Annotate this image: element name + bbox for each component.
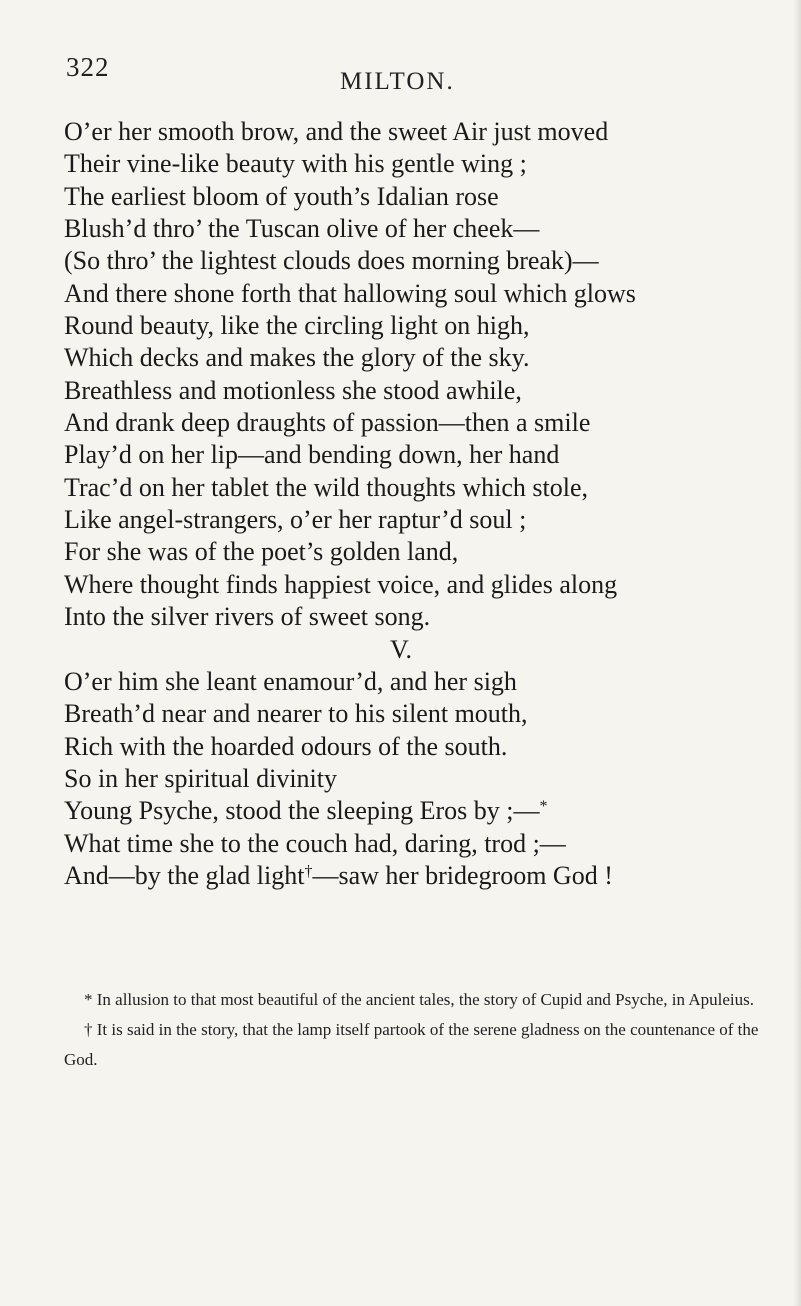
running-head: MILTON.	[340, 68, 455, 95]
poem-line: Like angel-strangers, o’er her raptur’d soul ;	[64, 505, 527, 535]
poem-line: What time she to the couch had, daring, trod ;—	[64, 828, 566, 858]
poem-line: Which decks and makes the glory of the sky.	[64, 343, 530, 373]
poem-body	[64, 116, 784, 892]
poem-line: So in her spiritual divinity	[64, 763, 337, 793]
line-text: —saw her bridegroom God !	[312, 860, 613, 890]
stanza-numeral: V.	[390, 634, 412, 664]
poem-line: (So thro’ the lightest clouds does morning break)—	[64, 246, 599, 276]
poem-line: Play’d on her lip—and bending down, her hand	[64, 440, 560, 470]
poem-line: The earliest bloom of youth’s Idalian rose	[64, 181, 499, 211]
footnote: † It is said in the story, that the lamp itself partook of the serene gladness on the countenance of the God.	[64, 1020, 759, 1069]
poem-line: And drank deep draughts of passion—then a smile	[64, 408, 591, 438]
page-number: 322	[66, 52, 110, 82]
poem-line: Trac’d on her tablet the wild thoughts which stole,	[64, 472, 589, 502]
footnote-marker: *	[539, 798, 548, 816]
poem-line: Breath’d near and nearer to his silent mouth,	[64, 699, 528, 729]
poem-line: O’er him she leant enamour’d, and her sigh	[64, 666, 517, 696]
page-edge-shadow	[793, 0, 801, 1306]
footnote-marker: †	[304, 862, 313, 880]
line-text: Young Psyche, stood the sleeping Eros by ;—	[64, 796, 540, 826]
footnotes	[64, 985, 764, 1075]
poem-line-with-footnote-mark	[64, 860, 784, 892]
footnote: * In allusion to that most beautiful of the ancient tales, the story of Cupid and Psyche, in Apuleius.	[84, 990, 754, 1009]
poem-line: For she was of the poet’s golden land,	[64, 537, 459, 567]
poem-line-with-footnote-mark	[64, 795, 784, 827]
line-text: And—by the glad light	[64, 860, 305, 890]
poem-line: And there shone forth that hallowing soul which glows	[64, 278, 636, 308]
poem-line: Blush’d thro’ the Tuscan olive of her cheek—	[64, 214, 540, 244]
poem-line: Rich with the hoarded odours of the south.	[64, 731, 508, 761]
poem-line: Their vine-like beauty with his gentle wing ;	[64, 149, 527, 179]
poem-line: Round beauty, like the circling light on high,	[64, 311, 530, 341]
poem-line: O’er her smooth brow, and the sweet Air just moved	[64, 117, 609, 146]
poem-line: Where thought finds happiest voice, and glides along	[64, 569, 618, 599]
poem-line: Breathless and motionless she stood awhile,	[64, 375, 522, 405]
poem-line: Into the silver rivers of sweet song.	[64, 602, 431, 632]
